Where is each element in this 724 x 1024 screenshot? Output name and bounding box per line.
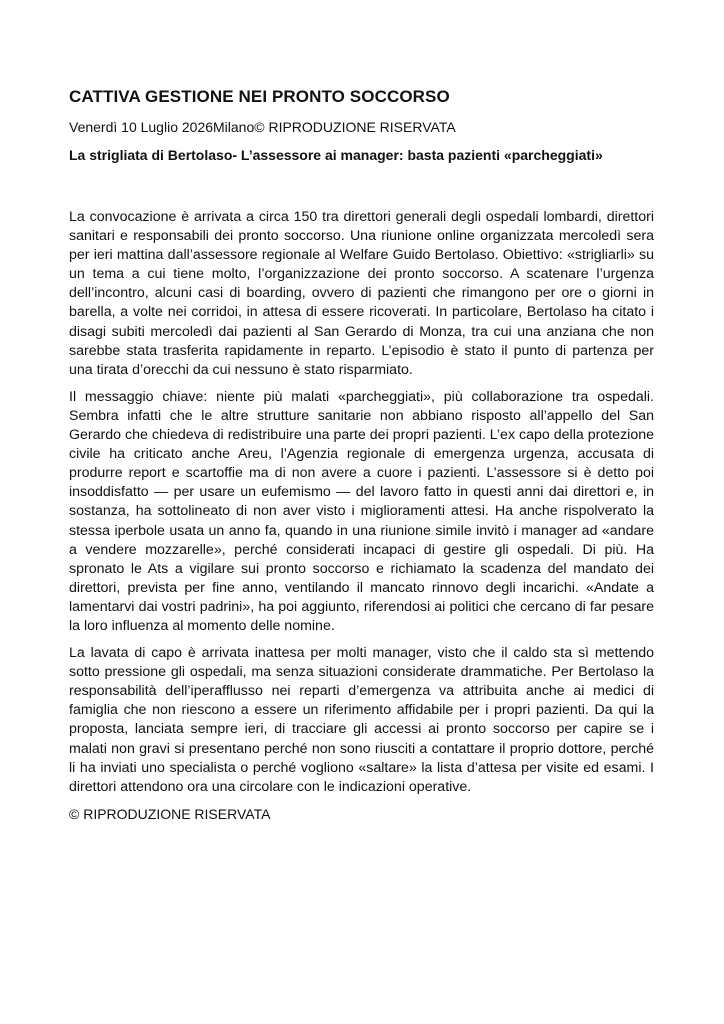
article-paragraph-1: La convocazione è arrivata a circa 150 tra direttori generali degli ospedali lombardi, direttori sanitari e responsabili dei pronto soccorso. Una riunione online organizzata mercoledì sera per ieri mattina dall’assessore regionale al Welfare Guido Bertolaso. Obiettivo: «strigliarli» su un tema a cui tiene molto, l’organizzazione dei pronto soccorso. A scatenare l’urgenza dell’incontro, alcuni casi di boarding, ovvero di pazienti che rimangono per ore o giorni in barella, a volte nei corridoi, in attesa di essere ricoverati. In particolare, Bertolaso ha citato i disagi subiti mercoledì dai pazienti al San Gerardo di Monza, tra cui una anziana che non sarebbe stata trasferita rapidamente in reparto. L’episodio è stato il punto di partenza per una tirata d’orecchi da cui nessuno è stato risparmiato.: [69, 209, 654, 378]
article-title: CATTIVA GESTIONE NEI PRONTO SOCCORSO: [69, 87, 450, 106]
article-dateline: Venerdì 10 Luglio 2026Milano© RIPRODUZIONE RISERVATA: [69, 119, 456, 135]
article-subtitle: La strigliata di Bertolaso- L’assessore ai manager: basta pazienti «parcheggiati»: [69, 147, 603, 163]
copyright-notice: © RIPRODUZIONE RISERVATA: [69, 805, 271, 822]
article-paragraph-2: Il messaggio chiave: niente più malati «parcheggiati», più collaborazione tra ospedali. Sembra infatti che le altre strutture sanitarie non abbiano risposto all’appello del San Gerardo che chiedeva di redistribuire una parte dei propri pazienti. L’ex capo della protezione civile ha criticato anche Areu, l’Agenzia regionale di emergenza urgenza, accusata di produrre report e scartoffie ma di non avere a cuore i pazienti. L’assessore si è detto poi insoddisfatto — per usare un eufemismo — del lavoro fatto in questi anni dai direttori e, in sostanza, ha sottolineato di non aver visto i miglioramenti attesi. Ha anche rispolverato la stessa iperbole usata un anno fa, quando in una riunione simile invitò i manager ad «andare a vendere mozzarelle», perché considerati incapaci di gestire gli ospedali. Di più. Ha spronato le Ats a vigilare sui pronto soccorso e richiamato la scadenza del mandato dei direttori, prevista per fine anno, ventilando il mancato rinnovo degli incarichi. «Andate a lamentarvi dai vostri padrini», ha poi aggiunto, riferendosi ai politici che cercano di far pesare la loro influenza al momento delle nomine.: [69, 388, 654, 634]
article-body: [69, 86, 654, 823]
article-paragraph-3: La lavata di capo è arrivata inattesa per molti manager, visto che il caldo sta sì mettendo sotto pressione gli ospedali, ma senza situazioni considerate drammatiche. Per Bertolaso la responsabilità dell’iperafflusso nei reparti d’emergenza va attribuita anche ai medici di famiglia che non riescono a essere un riferimento affidabile per i propri pazienti. Da qui la proposta, lanciata sempre ieri, di tracciare gli accessi ai pronto soccorso per capire se i malati non gravi si presentano perché non sono riusciti a contattare il proprio dottore, perché li ha inviati uno specialista o perché vogliono «saltare» la lista d’attesa per visite ed esami. I direttori attendono ora una circolare con le indicazioni operative.: [69, 645, 654, 795]
